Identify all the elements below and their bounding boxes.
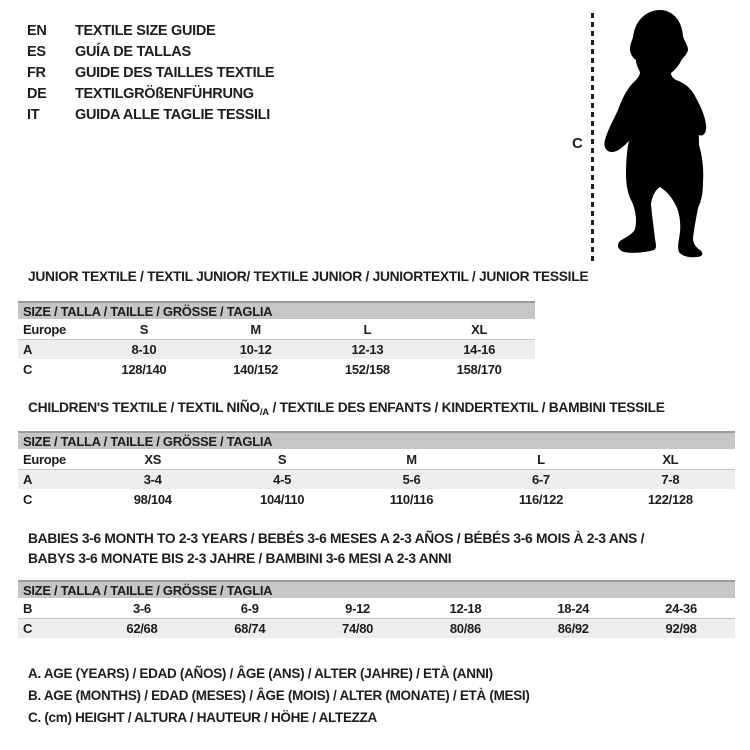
children-table-title bbox=[28, 400, 665, 418]
language-code: EN bbox=[27, 22, 47, 39]
height-dashed-line bbox=[591, 13, 594, 262]
note-line-a: A. AGE (YEARS) / EDAD (AÑOS) / ÂGE (ANS) / ALTER (JAHRE) / ETÀ (ANNI) bbox=[28, 666, 493, 681]
language-title: GUIDE DES TAILLES TEXTILE bbox=[75, 64, 275, 81]
language-title: GUIDA ALLE TAGLIE TESSILI bbox=[75, 106, 270, 123]
table-row-height bbox=[18, 489, 735, 509]
size-cell: 152/158 bbox=[344, 361, 390, 377]
language-title: GUÍA DE TALLAS bbox=[75, 43, 191, 60]
size-table-junior bbox=[18, 301, 535, 379]
size-cell: 158/170 bbox=[456, 361, 502, 377]
junior-table-title: JUNIOR TEXTILE / TEXTIL JUNIOR/ TEXTILE JUNIOR / JUNIORTEXTIL / JUNIOR TESSILE bbox=[28, 269, 589, 284]
size-cell: 104/110 bbox=[260, 491, 305, 507]
size-cell: 3-6 bbox=[132, 600, 151, 616]
row-label: C bbox=[23, 491, 33, 507]
toddler-silhouette-image bbox=[595, 0, 730, 258]
row-label: B bbox=[23, 600, 33, 616]
table-row-height bbox=[18, 618, 735, 638]
language-row bbox=[27, 62, 274, 83]
children-title-pre: CHILDREN'S TEXTILE / TEXTIL NIÑO bbox=[28, 400, 260, 415]
size-cell: 122/128 bbox=[647, 491, 693, 507]
size-cell: XL bbox=[662, 451, 679, 467]
row-label: Europe bbox=[23, 321, 66, 337]
language-title: TEXTILGRÖßENFÜHRUNG bbox=[75, 85, 254, 102]
language-code: IT bbox=[27, 106, 40, 123]
size-cell: 68/74 bbox=[234, 621, 266, 636]
size-cell: S bbox=[277, 451, 287, 467]
table-row-europe bbox=[18, 449, 735, 469]
language-row bbox=[27, 41, 274, 62]
language-row bbox=[27, 83, 274, 104]
babies-title-line1: BABIES 3-6 MONTH TO 2-3 YEARS / BEBÉS 3-6 MESES A 2-3 AÑOS / BÉBÉS 3-6 MOIS À 2-3 ANS / bbox=[28, 531, 645, 546]
size-cell: 116/122 bbox=[518, 491, 564, 507]
table-row-age bbox=[18, 469, 735, 489]
size-cell: 8-10 bbox=[131, 342, 157, 357]
table-row-age-months bbox=[18, 598, 735, 618]
language-row bbox=[27, 104, 274, 125]
size-table-babies bbox=[18, 580, 735, 638]
language-list bbox=[27, 20, 274, 125]
size-cell: 7-8 bbox=[661, 472, 680, 487]
children-title-post: / TEXTILE DES ENFANTS / KINDERTEXTIL / BAMBINI TESSILE bbox=[268, 400, 665, 415]
babies-title-line2: BABYS 3-6 MONATE BIS 2-3 JAHRE / BAMBINI 3-6 MESI A 2-3 ANNI bbox=[28, 551, 452, 566]
note-line-b: B. AGE (MONTHS) / EDAD (MESES) / ÂGE (MOIS) / ALTER (MONATE) / ETÀ (MESI) bbox=[28, 688, 530, 703]
language-row bbox=[27, 20, 274, 41]
size-cell: S bbox=[139, 321, 149, 337]
size-cell: 74/80 bbox=[342, 621, 374, 636]
size-cell: 98/104 bbox=[133, 491, 172, 507]
size-cell: 62/68 bbox=[126, 621, 158, 636]
size-cell: 110/116 bbox=[389, 491, 434, 507]
notes-legend bbox=[28, 666, 530, 732]
row-label: Europe bbox=[23, 451, 66, 467]
size-cell: 14-16 bbox=[463, 342, 495, 357]
size-cell: 18-24 bbox=[557, 600, 590, 616]
row-label: A bbox=[23, 342, 33, 357]
size-cell: 4-5 bbox=[273, 472, 292, 487]
children-title-sub: /A bbox=[259, 407, 269, 418]
size-cell: 9-12 bbox=[345, 600, 370, 616]
size-cell: M bbox=[250, 321, 261, 337]
babies-table-title bbox=[28, 529, 644, 569]
size-cell: 80/86 bbox=[449, 621, 481, 636]
size-cell: 12-13 bbox=[351, 342, 384, 357]
language-code: FR bbox=[27, 64, 46, 81]
row-label: A bbox=[23, 472, 33, 487]
table-row-age bbox=[18, 339, 535, 359]
size-cell: 92/98 bbox=[665, 621, 697, 636]
row-label: C bbox=[23, 361, 33, 377]
size-cell: 12-18 bbox=[449, 600, 482, 616]
table-header-bar: SIZE / TALLA / TAILLE / GRÖSSE / TAGLIA bbox=[18, 431, 735, 449]
table-header-bar: SIZE / TALLA / TAILLE / GRÖSSE / TAGLIA bbox=[18, 580, 735, 598]
language-code: DE bbox=[27, 85, 47, 102]
size-cell: 86/92 bbox=[557, 621, 589, 636]
size-table-children bbox=[18, 431, 735, 509]
size-cell: 5-6 bbox=[402, 472, 421, 487]
size-cell: 128/140 bbox=[121, 361, 167, 377]
size-cell: L bbox=[537, 451, 545, 467]
size-cell: XS bbox=[144, 451, 162, 467]
language-code: ES bbox=[27, 43, 46, 60]
size-cell: L bbox=[363, 321, 372, 337]
row-label: C bbox=[23, 621, 33, 636]
size-cell: 6-7 bbox=[531, 472, 550, 487]
size-cell: 140/152 bbox=[233, 361, 279, 377]
height-label-c: C bbox=[572, 135, 583, 152]
size-cell: M bbox=[406, 451, 417, 467]
size-cell: 3-4 bbox=[143, 472, 162, 487]
size-cell: 24-36 bbox=[665, 600, 697, 616]
size-cell: XL bbox=[471, 321, 488, 337]
table-header-bar: SIZE / TALLA / TAILLE / GRÖSSE / TAGLIA bbox=[18, 301, 535, 319]
language-title: TEXTILE SIZE GUIDE bbox=[75, 22, 216, 39]
size-cell: 6-9 bbox=[240, 600, 259, 616]
note-line-c: C. (cm) HEIGHT / ALTURA / HAUTEUR / HÖHE / ALTEZZA bbox=[28, 710, 377, 725]
table-row-height bbox=[18, 359, 535, 379]
size-cell: 10-12 bbox=[239, 342, 272, 357]
table-row-europe bbox=[18, 319, 535, 339]
